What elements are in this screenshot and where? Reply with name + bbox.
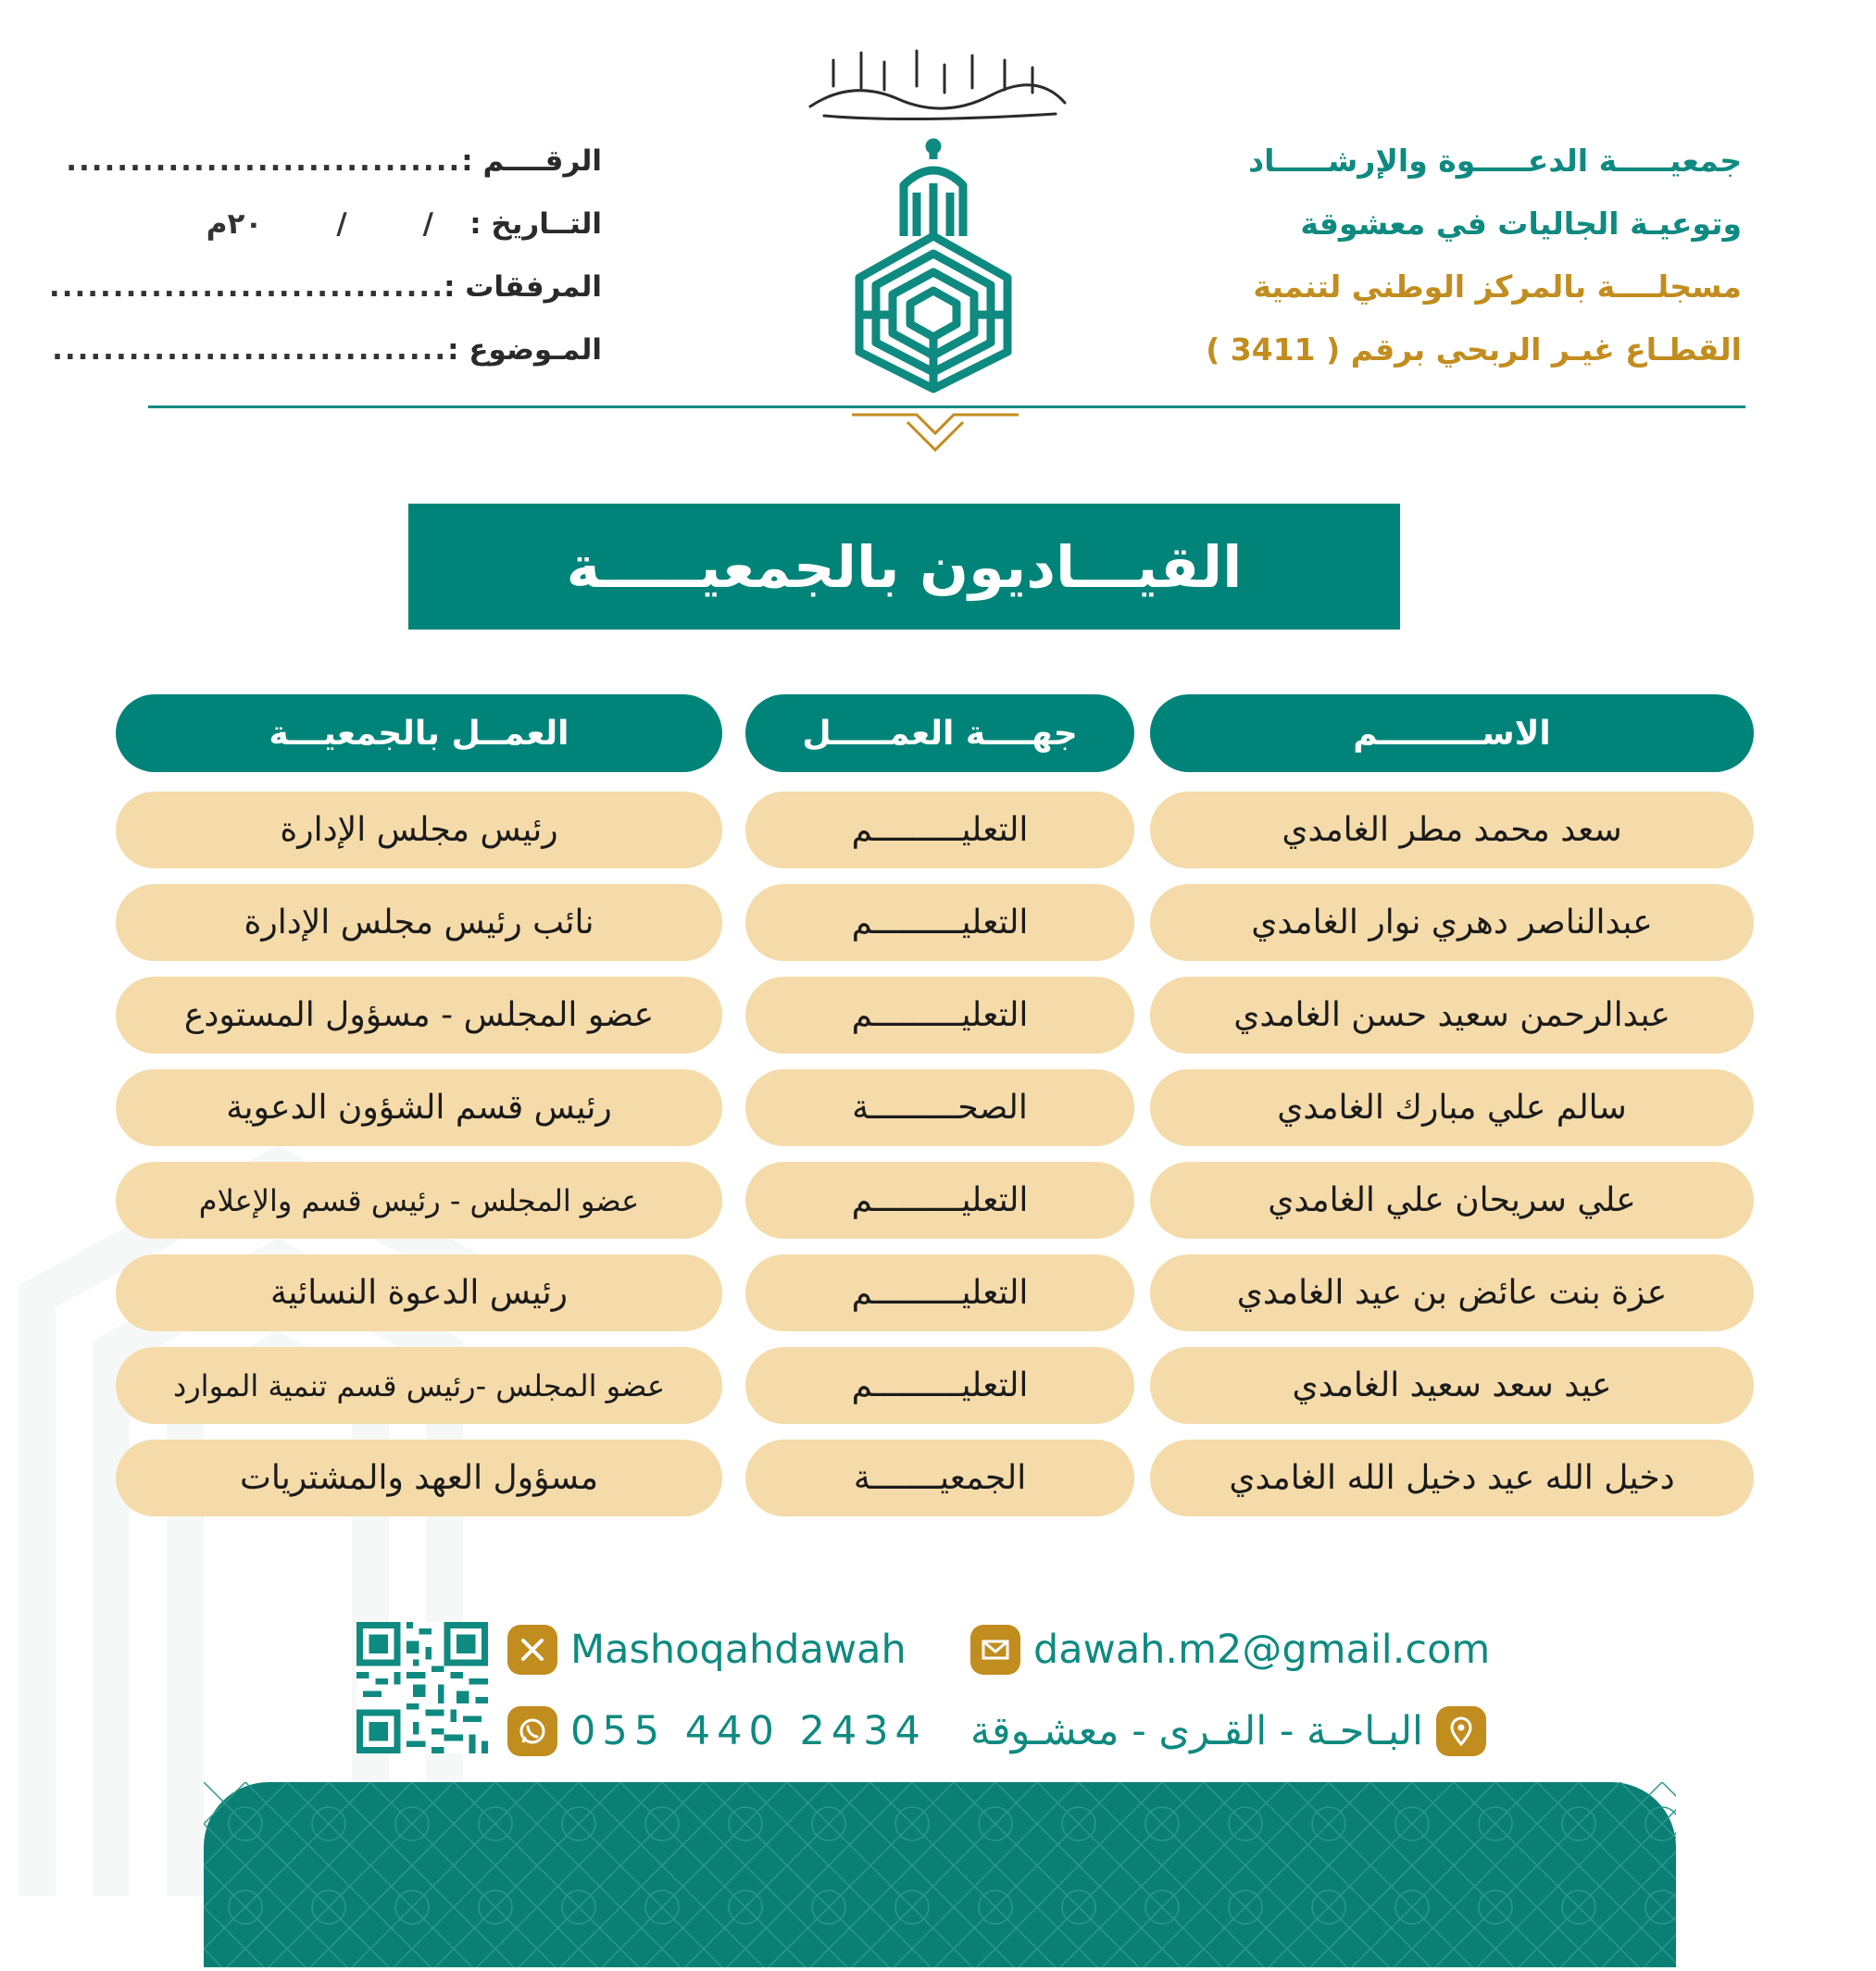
org-line-2: وتوعيـة الجاليات في معشوقة (1300, 206, 1742, 242)
subject-label: المـوضوع : (447, 333, 602, 367)
role-cell: عضو المجلس - رئيس قسم والإعلام (116, 1162, 722, 1239)
phone-contact[interactable] (507, 1706, 927, 1756)
role-cell: عضو المجلس - مسؤول المستودع (116, 977, 722, 1054)
number-field[interactable]: ............................... (66, 144, 462, 178)
location-contact (970, 1706, 1486, 1756)
sector-cell: التعليـــــــــم (745, 792, 1134, 868)
meta-subject-row (52, 318, 602, 381)
title-banner (408, 504, 1400, 630)
header-name: الاســـــــــم (1150, 694, 1754, 772)
name-cell: دخيل الله عيد دخيل الله الغامدي (1150, 1440, 1754, 1516)
header-sector: جهــــة العمـــــل (745, 694, 1134, 772)
name-cell: عزة بنت عائض بن عيد الغامدي (1150, 1254, 1754, 1331)
name-cell: سعد محمد مطر الغامدي (1150, 792, 1754, 868)
role-cell: عضو المجلس -رئيس قسم تنمية الموارد (116, 1347, 722, 1424)
sector-cell: الجمعيـــــــة (745, 1440, 1134, 1516)
attachments-label: المرفقات : (444, 270, 602, 304)
org-line-1: جمعيـــــة الدعـــــوة والإرشـــــاد (1248, 143, 1742, 179)
twitter-contact[interactable] (507, 1625, 907, 1675)
sector-cell: الصحـــــــــة (745, 1069, 1134, 1146)
date-label: التــاريخ : (469, 207, 602, 241)
header-role: العمــل بالجمعيـــة (116, 694, 722, 772)
meta-attachments-row (48, 256, 602, 318)
role-cell: نائب رئيس مجلس الإدارة (116, 884, 722, 961)
divider-chevron-ornament (852, 404, 1019, 455)
attachments-field[interactable]: ............................... (48, 270, 444, 304)
name-cell: عبدالناصر دهري نوار الغامدي (1150, 884, 1754, 961)
sector-cell: التعليـــــــــم (745, 884, 1134, 961)
sector-cell: التعليـــــــــم (745, 977, 1134, 1054)
basmala-calligraphy (796, 42, 1074, 125)
footer-pattern-band (204, 1782, 1676, 1967)
letter-meta-fields (48, 130, 602, 381)
meta-number-row (66, 130, 602, 193)
name-cell: سالم علي مبارك الغامدي (1150, 1069, 1754, 1146)
sector-cell: التعليـــــــــم (745, 1162, 1134, 1239)
role-cell: رئيس الدعوة النسائية (116, 1254, 722, 1331)
page-title: القيـــاديون بالجمعيـــــة (566, 532, 1243, 601)
x-twitter-icon (507, 1625, 557, 1675)
date-field[interactable] (139, 207, 444, 241)
role-cell: رئيس قسم الشؤون الدعوية (116, 1069, 722, 1146)
date-separator-1: / (422, 207, 435, 241)
role-cell: مسؤول العهد والمشتريات (116, 1440, 722, 1516)
name-cell: عيد سعد سعيد الغامدي (1150, 1347, 1754, 1424)
sector-cell: التعليـــــــــم (745, 1347, 1134, 1424)
envelope-icon (970, 1625, 1020, 1675)
name-cell: عبدالرحمن سعيد حسن الغامدي (1150, 977, 1754, 1054)
location-pin-icon (1436, 1706, 1486, 1756)
organization-name-block (1206, 130, 1742, 381)
date-year-suffix: ٢٠م (206, 207, 263, 241)
name-cell: علي سريحان علي الغامدي (1150, 1162, 1754, 1239)
org-line-3: مسجلــــة بالمركز الوطني لتنمية (1253, 268, 1742, 305)
date-separator-2: / (336, 207, 349, 241)
qr-code[interactable] (356, 1622, 488, 1753)
email-contact[interactable] (970, 1625, 1490, 1675)
phone-number: 055 440 2434 (570, 1708, 927, 1754)
role-cell: رئيس مجلس الإدارة (116, 792, 722, 868)
sector-cell: التعليـــــــــم (745, 1254, 1134, 1331)
org-line-4: القطـاع غيـر الربحي برقم ( 3411 ) (1206, 331, 1742, 368)
meta-date-row (139, 193, 602, 256)
whatsapp-icon (507, 1706, 557, 1756)
number-label: الرقــــم : (461, 144, 602, 178)
twitter-handle: Mashoqahdawah (570, 1627, 907, 1673)
location-text: البـاحـة - القـرى - معشـوقة (970, 1708, 1423, 1754)
email-address: dawah.m2@gmail.com (1033, 1627, 1491, 1673)
association-logo (832, 139, 1035, 393)
subject-field[interactable]: ............................... (52, 333, 448, 367)
